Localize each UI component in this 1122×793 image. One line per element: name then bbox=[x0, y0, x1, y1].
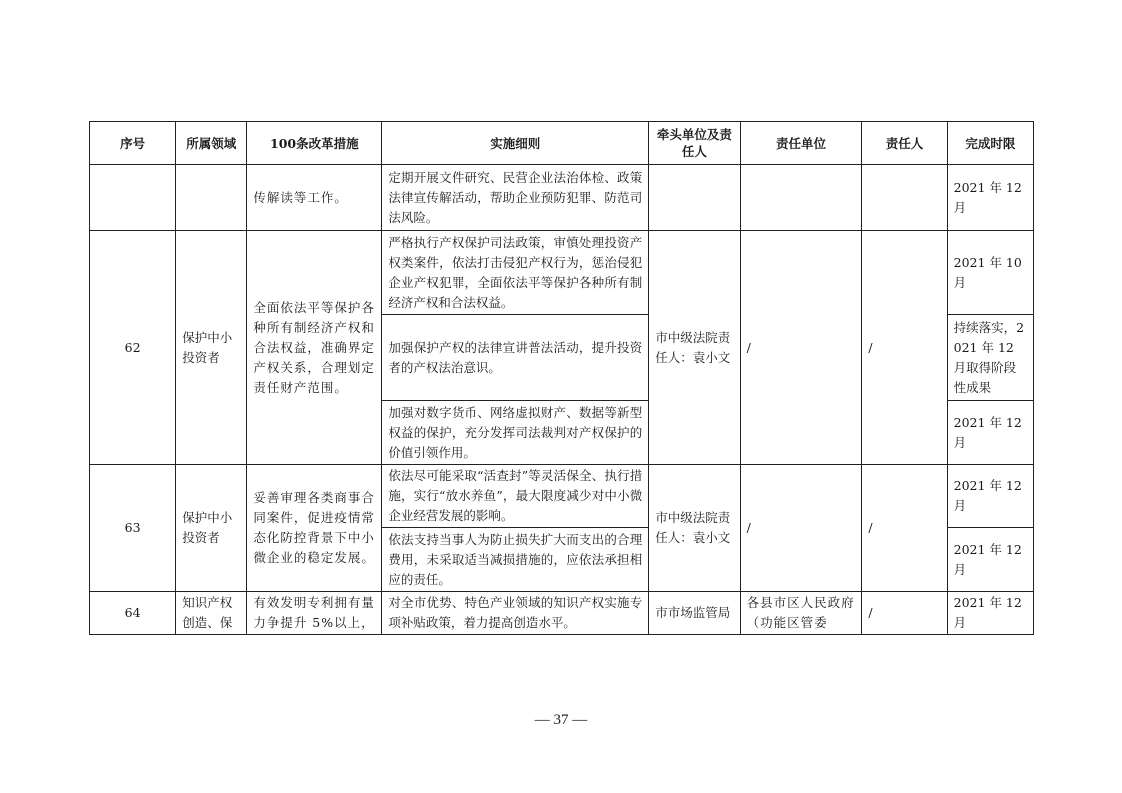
cell-lead: 市市场监管局 bbox=[649, 592, 740, 635]
cell-resp-person: / bbox=[862, 231, 947, 465]
cell-measure: 传解读等工作。 bbox=[247, 165, 382, 231]
header-row bbox=[90, 122, 1034, 165]
cell-seq: 62 bbox=[90, 231, 176, 465]
table-row bbox=[90, 231, 1034, 315]
cell-detail: 加强对数字货币、网络虚拟财产、数据等新型权益的保护，充分发挥司法裁判对产权保护的价值引领作用。 bbox=[382, 401, 649, 465]
cell-deadline: 持续落实，2021 年 12 月取得阶段性成果 bbox=[947, 315, 1033, 401]
page-number: — 37 — bbox=[534, 712, 588, 728]
cell-detail: 依法支持当事人为防止损失扩大而支出的合理费用，未采取适当减损措施的，应依法承担相应的责任。 bbox=[382, 528, 649, 592]
cell-lead bbox=[649, 165, 740, 231]
header-seq: 序号 bbox=[90, 122, 176, 165]
cell-domain: 知识产权创造、保 bbox=[176, 592, 247, 635]
cell-deadline: 2021 年 12 月 bbox=[947, 401, 1033, 465]
cell-deadline: 2021 年 10 月 bbox=[947, 231, 1033, 315]
cell-lead: 市中级法院责任人：袁小文 bbox=[649, 231, 740, 465]
cell-detail: 依法尽可能采取“活查封”等灵活保全、执行措施，实行“放水养鱼”，最大限度减少对中小微企业经营发展的影响。 bbox=[382, 465, 649, 528]
cell-resp-person: / bbox=[862, 465, 947, 592]
table-row bbox=[90, 592, 1034, 635]
header-deadline: 完成时限 bbox=[947, 122, 1033, 165]
header-resp-unit: 责任单位 bbox=[740, 122, 862, 165]
header-detail: 实施细则 bbox=[382, 122, 649, 165]
cell-deadline: 2021 年 12 月 bbox=[947, 465, 1033, 528]
cell-deadline: 2021 年 12 月 bbox=[947, 528, 1033, 592]
cell-measure: 妥善审理各类商事合同案件，促进疫情常态化防控背景下中小微企业的稳定发展。 bbox=[247, 465, 382, 592]
cell-domain: 保护中小投资者 bbox=[176, 465, 247, 592]
cell-detail: 定期开展文件研究、民营企业法治体检、政策法律宣传解活动，帮助企业预防犯罪、防范司法风险。 bbox=[382, 165, 649, 231]
cell-resp-unit: / bbox=[740, 465, 862, 592]
table-row bbox=[90, 465, 1034, 528]
cell-measure: 全面依法平等保护各种所有制经济产权和合法权益，准确界定产权关系，合理划定责任财产范围。 bbox=[247, 231, 382, 465]
cell-resp-person: / bbox=[862, 592, 947, 635]
header-domain: 所属领域 bbox=[176, 122, 247, 165]
cell-resp-unit: / bbox=[740, 231, 862, 465]
cell-measure: 有效发明专利拥有量力争提升 5%以上， bbox=[247, 592, 382, 635]
cell-lead: 市中级法院责任人：袁小文 bbox=[649, 465, 740, 592]
cell-detail: 加强保护产权的法律宣讲普法活动，提升投资者的产权法治意识。 bbox=[382, 315, 649, 401]
header-resp-person: 责任人 bbox=[862, 122, 947, 165]
cell-seq bbox=[90, 165, 176, 231]
cell-detail: 对全市优势、特色产业领域的知识产权实施专项补贴政策，着力提高创造水平。 bbox=[382, 592, 649, 635]
cell-resp-person bbox=[862, 165, 947, 231]
cell-seq: 64 bbox=[90, 592, 176, 635]
cell-detail: 严格执行产权保护司法政策，审慎处理投资产权类案件，依法打击侵犯产权行为，惩治侵犯企业产权犯罪，全面依法平等保护各种所有制经济产权和合法权益。 bbox=[382, 231, 649, 315]
cell-seq: 63 bbox=[90, 465, 176, 592]
header-lead: 牵头单位及责任人 bbox=[649, 122, 740, 165]
cell-resp-unit: 各县市区人民政府（功能区管委 bbox=[740, 592, 862, 635]
table-row bbox=[90, 165, 1034, 231]
cell-resp-unit bbox=[740, 165, 862, 231]
cell-deadline: 2021 年 12 月 bbox=[947, 165, 1033, 231]
cell-domain: 保护中小投资者 bbox=[176, 231, 247, 465]
header-measure: 100条改革措施 bbox=[247, 122, 382, 165]
cell-deadline: 2021 年 12 月 bbox=[947, 592, 1033, 635]
reform-measures-table bbox=[89, 121, 1034, 635]
cell-domain bbox=[176, 165, 247, 231]
